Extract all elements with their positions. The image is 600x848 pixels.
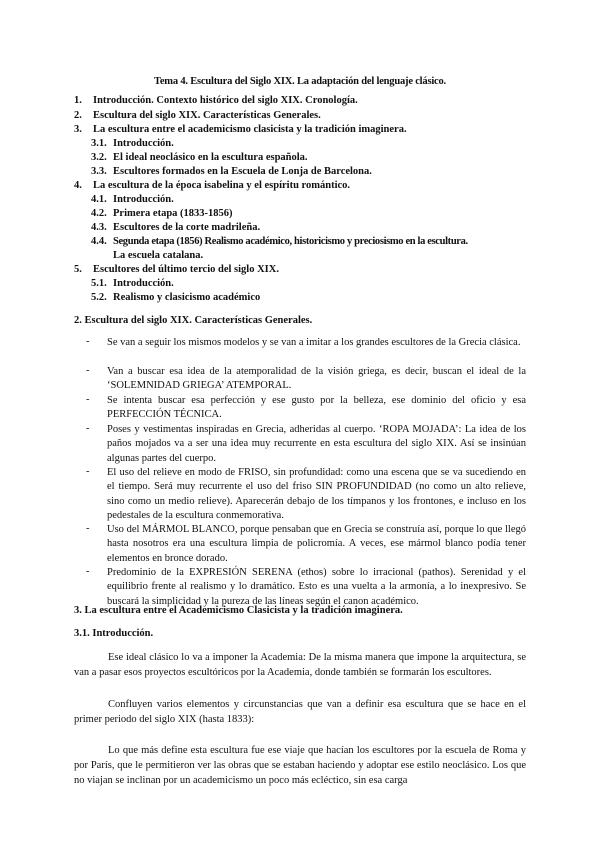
toc-text: Escultores de la corte madrileña. — [113, 222, 261, 233]
list-item-text: Se van a seguir los mismos modelos y se van a imitar a los grandes escultores de la Grecia clásica. — [107, 337, 521, 348]
list-item-text: Se intenta buscar esa perfección y ese gusto por la belleza, ese dominio del oficio y esa PERFECCIÓN TÉCNICA. — [107, 395, 526, 421]
bullet-dash: - — [86, 423, 90, 434]
toc-text: Escultura del siglo XIX. Características Generales. — [93, 110, 321, 121]
toc-number: 4.4. — [91, 236, 107, 247]
section-3-heading: 3. La escultura entre el Academicismo Clasicista y la tradición imaginera. — [74, 605, 403, 616]
toc-text: Introducción. Contexto histórico del siglo XIX. Cronología. — [93, 95, 358, 106]
section-2-heading: 2. Escultura del siglo XIX. Características Generales. — [74, 315, 313, 326]
toc-text: El ideal neoclásico en la escultura española. — [113, 152, 308, 163]
toc-number: 4. — [74, 180, 82, 191]
toc-number: 4.1. — [91, 194, 107, 205]
toc-text: La escuela catalana. — [113, 250, 204, 261]
paragraph: Confluyen varios elementos y circunstancias que van a definir esa escultura que se hace en el primer periodo del siglo XIX (hasta 1833): — [74, 699, 526, 725]
toc-number: 1. — [74, 95, 82, 106]
toc-number: 4.3. — [91, 222, 107, 233]
toc-text: Escultores formados en la Escuela de Lonja de Barcelona. — [113, 166, 372, 177]
list-item-text: Predominio de la EXPRESIÓN SERENA (ethos) sobre lo irracional (pathos). Serenidad y el equilibrio frente al realismo y lo dramático. Esto es una vuelta a la armonía, a lo inexpresivo. Se buscará la simplicidad y la pureza de las líneas según el canon académico. — [107, 567, 526, 607]
toc-number: 2. — [74, 110, 82, 121]
bullet-dash: - — [86, 394, 90, 405]
list-item-text: Uso del MÁRMOL BLANCO, porque pensaban que en Grecia se construía así, porque lo que llegó hasta nosotros era una escultura limpia de policromía. A veces, ese mármol blanco podía tener elementos en bronce dorado. — [107, 524, 526, 564]
section-3-1-heading: 3.1. Introducción. — [74, 628, 154, 639]
bullet-dash: - — [86, 566, 90, 577]
toc-number: 3.2. — [91, 152, 107, 163]
toc-number: 5.2. — [91, 292, 107, 303]
toc-number: 4.2. — [91, 208, 107, 219]
toc-number: 5. — [74, 264, 82, 275]
toc-text: Realismo y clasicismo académico — [113, 292, 261, 303]
document-title: Tema 4. Escultura del Siglo XIX. La adaptación del lenguaje clásico. — [154, 76, 446, 87]
paragraph: Ese ideal clásico lo va a imponer la Academia: De la misma manera que impone la arquitectura, se van a pasar esos proyectos escultóricos por la Academia, donde también se formarán los escultores. — [74, 652, 526, 678]
bullet-dash: - — [86, 365, 90, 376]
toc-text: La escultura de la época isabelina y el espíritu romántico. — [93, 180, 351, 191]
toc-number: 3.1. — [91, 138, 107, 149]
toc-text: Primera etapa (1833-1856) — [113, 208, 233, 219]
toc-text: Introducción. — [113, 278, 174, 289]
toc-number: 3.3. — [91, 166, 107, 177]
toc-text: Segunda etapa (1856) Realismo académico, historicismo y preciosismo en la escultura. — [113, 236, 468, 247]
toc-number: 3. — [74, 124, 82, 135]
toc-text: Escultores del último tercio del siglo XIX. — [93, 264, 279, 275]
toc-text: La escultura entre el academicismo clasicista y la tradición imaginera. — [93, 124, 407, 135]
list-item-text: Poses y vestimentas inspiradas en Grecia, adheridas al cuerpo. ‘ROPA MOJADA’: La idea de los paños mojados va a ser una idea muy recurrente en esta escultura del siglo XIX. Así se insinúan algunas partes del cuerpo. — [107, 424, 526, 464]
toc-text: Introducción. — [113, 138, 174, 149]
list-item-text: El uso del relieve en modo de FRISO, sin profundidad: como una escena que se va sucediendo en el tiempo. Será muy recurrente el uso del friso SIN PROFUNDIDAD (no como un alto relieve, sino como un medio relieve). Aparecerán debajo de los tímpanos y los frontones, e incluso en los pedestales de la escultura conmemorativa. — [107, 467, 526, 522]
bullet-dash: - — [86, 523, 90, 534]
list-item-text: Van a buscar esa idea de la atemporalidad de la visión griega, es decir, buscan el ideal de la ‘SOLEMNIDAD GRIEGA’ ATEMPORAL. — [107, 366, 526, 392]
toc-number: 5.1. — [91, 278, 107, 289]
bullet-dash: - — [86, 336, 90, 347]
paragraph: Lo que más define esta escultura fue ese viaje que hacían los escultores por la escuela de Roma y por París, que le permitieron ver las obras que se estaban haciendo y adoptar ese estilo neoclásico. Los que no viajan se inclinan por un academicismo un poco más ecléctico, sin esa carga — [74, 745, 526, 786]
bullet-dash: - — [86, 466, 90, 477]
toc-text: Introducción. — [113, 194, 174, 205]
